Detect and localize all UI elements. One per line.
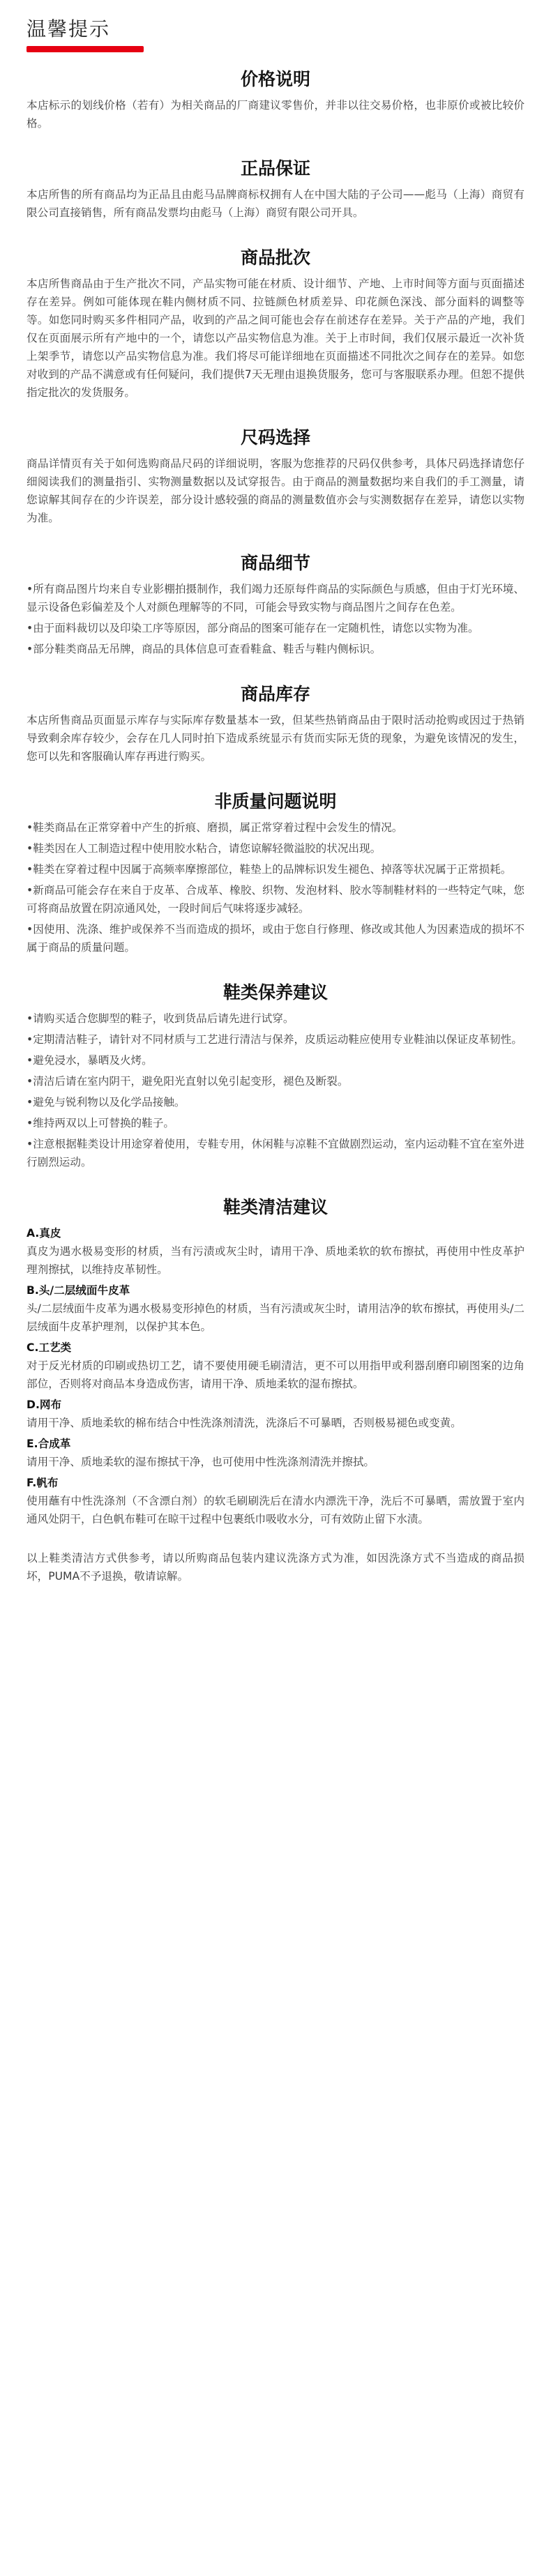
price-text: 本店标示的划线价格（若有）为相关商品的厂商建议零售价，并非以往交易价格，也非原价或被比较价格。 xyxy=(27,99,524,130)
cleaning-item-text: 真皮为遇水极易变形的材质，当有污渍或灰尘时，请用干净、质地柔软的软布擦拭，再使用中性皮革护理剂擦拭，以维持皮革韧性。 xyxy=(27,1245,524,1276)
size-section xyxy=(27,425,524,527)
cleaning-item-text: 对于反光材质的印刷或热切工艺，请不要使用硬毛刷清洁，更不可以用指甲或利器刮磨印刷图案的边角部位，否则将对商品本身造成伤害，请用干净、质地柔软的湿布擦拭。 xyxy=(27,1359,524,1390)
cleaning-item-label: B.头/二层绒面牛皮革 xyxy=(27,1284,130,1297)
guarantee-title: 正品保证 xyxy=(240,158,310,178)
cleaning-item xyxy=(27,1474,524,1528)
details-section xyxy=(27,551,524,658)
care-bullet: •清洁后请在室内阴干，避免阳光直射以免引起变形，褪色及断裂。 xyxy=(27,1075,349,1088)
notice-title: 温馨提示 xyxy=(27,17,111,40)
cleaning-item-label: D.网布 xyxy=(27,1398,62,1411)
care-bullet: •避免与锐利物以及化学品接触。 xyxy=(27,1096,186,1108)
care-bullet: •请购买适合您脚型的鞋子，收到货品后请先进行试穿。 xyxy=(27,1012,294,1025)
care-bullet: •避免浸水，暴晒及火烤。 xyxy=(27,1054,153,1067)
cleaning-item-label: E.合成革 xyxy=(27,1438,71,1450)
guarantee-section xyxy=(27,156,524,222)
non-quality-bullet: •鞋类在穿着过程中因属于高频率摩擦部位，鞋垫上的品牌标识发生褪色、掉落等状况属于正常损耗。 xyxy=(27,863,512,876)
stock-text: 本店所售商品页面显示库存与实际库存数量基本一致，但某些热销商品由于限时活动抢购或因过于热销导致剩余库存较少，会存在几人同时拍下造成系统显示有货而实际无货的现象，为避免该情况的发生，您可以先和客服确认库存再进行购买。 xyxy=(27,714,524,763)
batch-title: 商品批次 xyxy=(240,247,310,268)
care-section xyxy=(27,980,524,1171)
cleaning-item xyxy=(27,1396,524,1432)
footer-disclaimer: 以上鞋类清洁方式供参考，请以所购商品包装内建议洗涤方式为准，如因洗涤方式不当造成的商品损坏，PUMA不予退换，敬请谅解。 xyxy=(27,1552,524,1583)
cleaning-item-label: C.工艺类 xyxy=(27,1341,72,1354)
batch-section xyxy=(27,245,524,402)
non-quality-title: 非质量问题说明 xyxy=(214,791,337,811)
size-text: 商品详情页有关于如何选购商品尺码的详细说明，客服为您推荐的尺码仅供参考，具体尺码选择请您仔细阅读我们的测量指引、实物测量数据以及试穿报告。由于商品的测量数据均来自我们的手工测量，请您谅解其间存在的少许误差，部分设计感较强的商品的测量数值亦会与实测数据存在差异，请您以实物为准。 xyxy=(27,457,524,524)
stock-title: 商品库存 xyxy=(240,684,310,704)
cleaning-item-label: A.真皮 xyxy=(27,1227,61,1240)
cleaning-item-text: 使用蘸有中性洗涤剂（不含漂白剂）的软毛刷刷洗后在清水内漂洗干净，洗后不可暴晒，需放置于室内通风处阴干，白色帆布鞋可在晾干过程中包裹纸巾吸收水分，可有效防止留下水渍。 xyxy=(27,1495,524,1525)
cleaning-item xyxy=(27,1435,524,1471)
price-title: 价格说明 xyxy=(240,69,310,89)
size-title: 尺码选择 xyxy=(240,427,310,448)
cleaning-item xyxy=(27,1224,524,1279)
guarantee-text: 本店所售的所有商品均为正品且由彪马品牌商标权拥有人在中国大陆的子公司——彪马（上海）商贸有限公司直接销售，所有商品发票均由彪马（上海）商贸有限公司开具。 xyxy=(27,188,524,219)
batch-text: 本店所售商品由于生产批次不同，产品实物可能在材质、设计细节、产地、上市时间等方面与页面描述存在差异。例如可能体现在鞋内侧材质不同、拉链颜色材质差异、印花颜色深浅、部分面料的调整等等。如您同时购买多件相同产品，收到的产品之间可能也会存在前述存在差异。关于产品的产地，我们仅在页面展示所有产地中的一个，请您以产品实物信息为准。关于上市时间，我们仅展示最近一次补货上架季节，请您以产品实物信息为准。我们将尽可能详细地在页面描述不同批次之间存在的差异。如您对收到的产品不满意或有任何疑问，我们提供7天无理由退换货服务，您可与客服联系办理。但恕不提供指定批次的发货服务。 xyxy=(27,277,524,399)
details-title: 商品细节 xyxy=(240,553,310,573)
care-bullet: •定期清洁鞋子，请针对不同材质与工艺进行清洁与保养，皮质运动鞋应使用专业鞋油以保证皮革韧性。 xyxy=(27,1033,522,1046)
cleaning-item-text: 头/二层绒面牛皮革为遇水极易变形掉色的材质，当有污渍或灰尘时，请用洁净的软布擦拭，再使用头/二层绒面牛皮革护理剂，以保护其本色。 xyxy=(27,1302,524,1333)
cleaning-item-text: 请用干净、质地柔软的棉布结合中性洗涤剂清洗，洗涤后不可暴晒，否则极易褪色或变黄。 xyxy=(27,1417,462,1429)
notice-header xyxy=(27,0,524,67)
care-bullet: •注意根据鞋类设计用途穿着使用，专鞋专用，休闲鞋与凉鞋不宜做剧烈运动，室内运动鞋不宜在室外进行剧烈运动。 xyxy=(27,1138,524,1168)
details-bullet: •所有商品图片均来自专业影棚拍摄制作，我们竭力还原每件商品的实际颜色与质感，但由于灯光环境、显示设备色彩偏差及个人对颜色理解等的不同，可能会导致实物与商品图片之间存在色差。 xyxy=(27,583,524,613)
non-quality-bullet: •鞋类因在人工制造过程中使用胶水粘合，请您谅解轻微溢胶的状况出现。 xyxy=(27,842,382,855)
non-quality-bullet: •新商品可能会存在来自于皮革、合成革、橡胶、织物、发泡材料、胶水等制鞋材料的一些特定气味，您可将商品放置在阴凉通风处，一段时间后气味将逐步减轻。 xyxy=(27,884,524,915)
non-quality-bullet: •鞋类商品在正常穿着中产生的折痕、磨损，属正常穿着过程中会发生的情况。 xyxy=(27,821,403,834)
stock-section xyxy=(27,682,524,765)
title-underline-bar xyxy=(27,46,144,52)
non-quality-section xyxy=(27,789,524,957)
details-bullet: •部分鞋类商品无吊牌，商品的具体信息可查看鞋盒、鞋舌与鞋内侧标识。 xyxy=(27,643,382,655)
care-bullet: •维持两双以上可替换的鞋子。 xyxy=(27,1117,174,1129)
cleaning-title: 鞋类清洁建议 xyxy=(222,1197,328,1217)
price-section xyxy=(27,67,524,132)
cleaning-item-label: F.帆布 xyxy=(27,1477,59,1489)
non-quality-bullet: •因使用、洗涤、维护或保养不当而造成的损坏，或由于您自行修理、修改或其他人为因素造成的损坏不属于商品的质量问题。 xyxy=(27,923,524,954)
cleaning-item xyxy=(27,1281,524,1336)
cleaning-item-text: 请用干净、质地柔软的湿布擦拭干净，也可使用中性洗涤剂清洗并擦拭。 xyxy=(27,1456,375,1468)
details-bullet: •由于面料裁切以及印染工序等原因，部分商品的图案可能存在一定随机性，请您以实物为准。 xyxy=(27,622,479,634)
cleaning-item xyxy=(27,1339,524,1393)
cleaning-section xyxy=(27,1195,524,1585)
care-title: 鞋类保养建议 xyxy=(222,982,328,1003)
